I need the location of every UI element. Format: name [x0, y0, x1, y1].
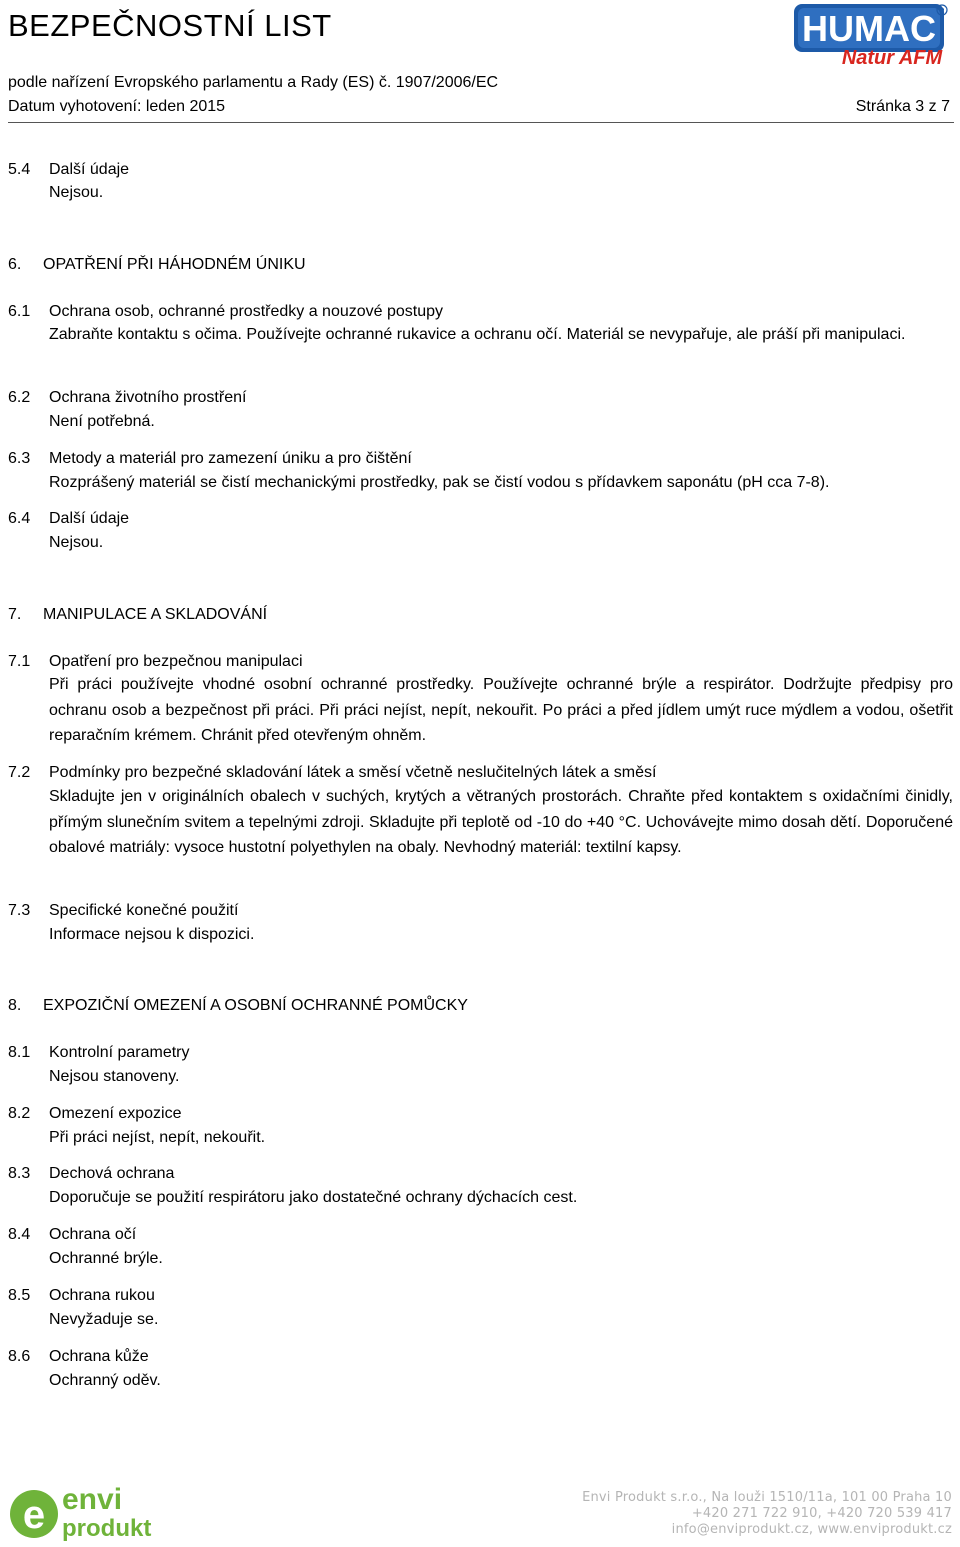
section-text: Není potřebná.: [49, 413, 155, 430]
section-heading: Ochrana rukou: [49, 1287, 155, 1304]
section-heading: Podmínky pro bezpečné skladování látek a směsí včetně neslučitelných látek a směsí: [49, 764, 657, 781]
section-text: Nevyžaduje se.: [49, 1311, 159, 1328]
section-text: Nejsou stanoveny.: [49, 1068, 180, 1085]
section-heading: Kontrolní parametry: [49, 1044, 190, 1061]
section-number: 6.4: [8, 510, 31, 527]
section-number: 6.1: [8, 303, 31, 320]
section-text: Nejsou.: [49, 534, 104, 551]
section-number: 7.2: [8, 764, 31, 781]
chapter-heading: EXPOZIČNÍ OMEZENÍ A OSOBNÍ OCHRANNÉ POMŮCKY: [43, 997, 468, 1014]
regulation-subtitle: podle nařízení Evropského parlamentu a Rady (ES) č. 1907/2006/EC: [8, 74, 499, 91]
section-heading: Ochrana osob, ochranné prostředky a nouzové postupy: [49, 303, 444, 320]
section-heading: Omezení expozice: [49, 1105, 182, 1122]
section-text: Informace nejsou k dispozici.: [49, 926, 255, 943]
footer-phone: +420 271 722 910, +420 720 539 417: [691, 1506, 952, 1521]
section-number: 7.3: [8, 902, 31, 919]
section-text: Při práci používejte vhodné osobní ochranné prostředky. Používejte ochranné brýle a respirátor. Dodržujte předpisy pro ochranu osob a bezpečnost při práci. Při práci nejíst, nepít, nekouřit. Po práci a před jídlem umýt ruce mýdlem a vodou, ošetřit reparačním krémem. Chránit před otevřeným ohněm.: [49, 676, 953, 744]
section-heading: Opatření pro bezpečnou manipulaci: [49, 653, 303, 670]
section-text: Ochranný oděv.: [49, 1372, 161, 1389]
section-text: Skladujte jen v originálních obalech v suchých, krytých a větraných prostorách. Chraňte před kontaktem s oxidačními činidly, přímým slunečním svitem a tepelnými zdroji. Skladujte při teplotě od -10 do +40 °C. Uchovávejte mimo dosah dětí. Doporučené obalové matriály: vysoce hustotní polyethylen na obaly. Nevhodný materiál: textilní kapsy.: [49, 788, 953, 856]
section-number: 6.3: [8, 450, 31, 467]
section-heading: Dechová ochrana: [49, 1165, 175, 1182]
section-text: Zabraňte kontaktu s očima. Používejte ochranné rukavice a ochranu očí. Materiál se nevypařuje, ale práší při manipulaci.: [49, 326, 906, 343]
section-heading: Metody a materiál pro zamezení úniku a pro čištění: [49, 450, 412, 467]
humac-logo-subtext: Natur AFM: [841, 47, 943, 69]
svg-text:R: R: [939, 8, 945, 15]
section-text: Nejsou.: [49, 184, 104, 201]
section-text: Při práci nejíst, nepít, nekouřit.: [49, 1129, 266, 1146]
section-number: 8.3: [8, 1165, 31, 1182]
section-number: 8.4: [8, 1226, 31, 1243]
section-number: 7.1: [8, 653, 31, 670]
section-number: 8.2: [8, 1105, 31, 1122]
issue-date: Datum vyhotovení: leden 2015: [8, 98, 226, 115]
document-title: BEZPEČNOSTNÍ LIST: [8, 8, 332, 43]
section-heading: Ochrana životního prostření: [49, 389, 247, 406]
section-number: 6.2: [8, 389, 31, 406]
section-number: 8.6: [8, 1348, 31, 1365]
chapter-heading: MANIPULACE A SKLADOVÁNÍ: [43, 606, 268, 623]
envi-logo-text: envi: [62, 1483, 123, 1516]
humac-logo-text: HUMAC: [802, 8, 936, 49]
section-heading: Ochrana kůže: [49, 1348, 149, 1365]
chapter-heading: OPATŘENÍ PŘI HÁHODNÉM ÚNIKU: [43, 256, 306, 273]
section-text: Rozprášený materiál se čistí mechanickými prostředky, pak se čistí vodou s přídavkem saponátu (pH cca 7-8).: [49, 474, 830, 491]
section-heading: Specifické konečné použití: [49, 902, 239, 919]
page-number: Stránka 3 z 7: [855, 98, 950, 115]
section-number: 8.5: [8, 1287, 31, 1304]
humac-logo: [792, 2, 952, 74]
footer-address: Envi Produkt s.r.o., Na louži 1510/11a, 101 00 Praha 10: [582, 1490, 952, 1505]
section-number: 8.1: [8, 1044, 31, 1061]
chapter-number: 8.: [8, 997, 22, 1014]
section-heading: Ochrana očí: [49, 1226, 137, 1243]
envi-produkt-logo: [6, 1478, 156, 1544]
chapter-number: 7.: [8, 606, 22, 623]
chapter-number: 6.: [8, 256, 22, 273]
section-heading: Další údaje: [49, 161, 130, 178]
svg-text:e: e: [22, 1493, 46, 1537]
section-text: Doporučuje se použití respirátoru jako dostatečné ochrany dýchacích cest.: [49, 1189, 578, 1206]
section-heading: Další údaje: [49, 510, 130, 527]
header-divider: [8, 122, 954, 123]
section-text: Ochranné brýle.: [49, 1250, 163, 1267]
footer-web: info@enviprodukt.cz, www.enviprodukt.cz: [671, 1522, 952, 1537]
produkt-logo-text: produkt: [62, 1515, 152, 1542]
section-number: 5.4: [8, 161, 31, 178]
